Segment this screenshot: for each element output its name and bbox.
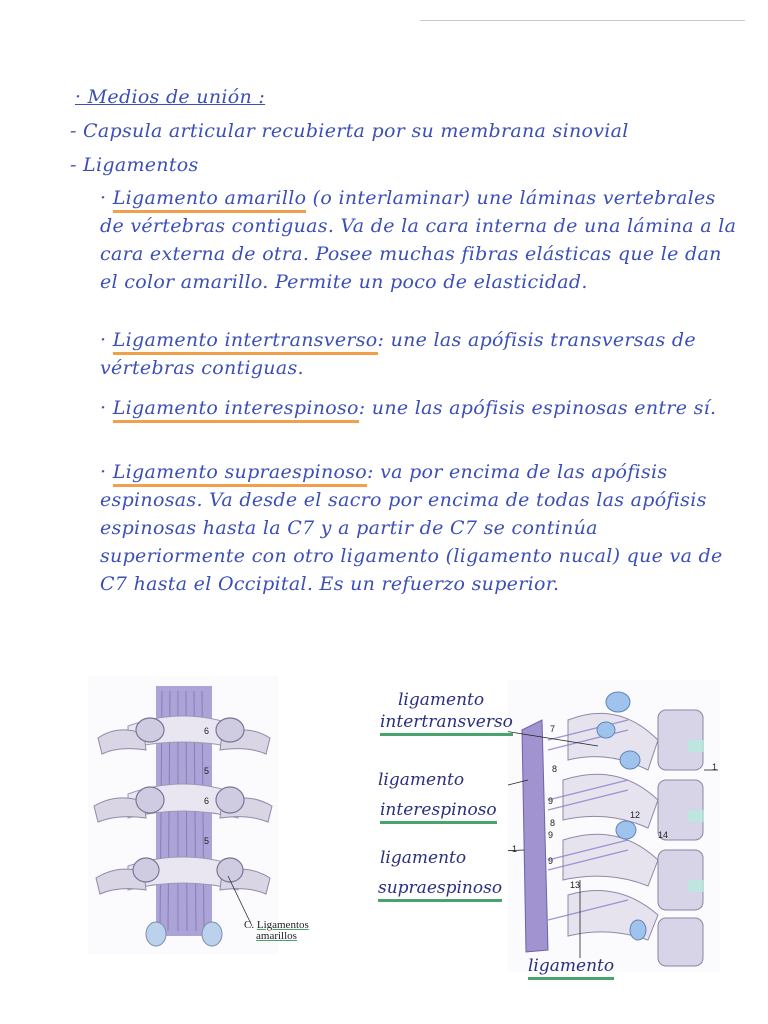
vertebra-number-5b: 5 xyxy=(204,836,210,846)
caption-prefix: C. xyxy=(244,919,255,931)
annotation-interespinoso: interespinoso xyxy=(380,800,497,824)
right-number-8a: 8 xyxy=(552,764,558,774)
term-ligamento-intertransverso: Ligamento intertransverso xyxy=(113,329,378,355)
right-number-12: 12 xyxy=(630,810,641,820)
notes-title: · Medios de unión : xyxy=(75,86,266,108)
right-number-9c: 9 xyxy=(548,856,554,866)
paragraph-ligamento-interespinoso: · Ligamento interespinoso: une las apófisis espinosas entre sí. xyxy=(100,394,740,422)
paragraph-ligamento-intertransverso: · Ligamento intertransverso: une las apófisis transversas de vértebras contiguas. xyxy=(100,329,696,379)
figure-ligamentos-columna xyxy=(508,680,720,972)
annotation-ligamento-4: ligamento xyxy=(528,956,614,980)
caption-line2: amarillos xyxy=(256,930,297,942)
vertebra-number-5a: 5 xyxy=(204,766,210,776)
right-number-9a: 9 xyxy=(548,796,554,806)
term-ligamento-interespinoso: Ligamento interespinoso xyxy=(113,397,359,423)
right-number-7: 7 xyxy=(550,724,556,734)
vertebra-number-6b: 6 xyxy=(204,796,210,806)
annotation-intertransverso: intertransverso xyxy=(380,712,513,736)
right-number-1b: 1 xyxy=(712,762,718,772)
text-ligamento-intertransverso: : une las apófisis transversas de vértebras contiguas. xyxy=(100,329,696,379)
annotation-ligamento-1: ligamento xyxy=(398,690,485,710)
text-ligamento-supraespinoso: : va por encima de las apófisis espinosas. Va desde el sacro por encima de todas las apófisis espinosas hasta la C7 y a partir de C7 se continúa superiormente con otro ligamento (ligamento nucal) que va de C7 hasta el Occipital. Es un refuerzo superior. xyxy=(100,461,723,595)
figure-ligamentos-amarillos xyxy=(88,676,278,954)
caption-line1: Ligamentos xyxy=(256,919,309,931)
list-item-capsule: - Capsula articular recubierta por su membrana sinovial xyxy=(70,120,629,142)
right-number-14: 14 xyxy=(658,830,669,840)
right-number-9b: 9 xyxy=(548,830,554,840)
vertebrae-illustration-right xyxy=(508,680,720,972)
right-number-1a: 1 xyxy=(512,844,518,854)
text-ligamento-amarillo: (o interlaminar) une láminas vertebrales de vértebras contiguas. Va de la cara interna de una lámina a la cara externa de otra. Posee muchas fibras elásticas que le dan el color amarillo. Permite un poco de elasticidad. xyxy=(100,187,737,293)
page-top-rule xyxy=(420,20,745,21)
term-ligamento-supraespinoso: Ligamento supraespinoso xyxy=(113,461,367,487)
annotation-ligamento-2: ligamento xyxy=(378,770,465,790)
right-number-13: 13 xyxy=(570,880,581,890)
term-ligamento-amarillo: Ligamento amarillo xyxy=(113,187,307,213)
paragraph-ligamento-amarillo: · Ligamento amarillo (o interlaminar) une láminas vertebrales de vértebras contiguas. Va de la cara interna de una lámina a la cara externa de otra. Posee muchas fibras elásticas que le dan el color amarillo. Permite un poco de elasticidad. xyxy=(100,187,737,293)
figure-left-caption xyxy=(244,920,309,942)
right-number-8b: 8 xyxy=(550,818,556,828)
text-ligamento-interespinoso: : une las apófisis espinosas entre sí. xyxy=(358,397,717,419)
vertebrae-illustration-left xyxy=(88,676,278,954)
paragraph-ligamento-supraespinoso: · Ligamento supraespinoso: va por encima de las apófisis espinosas. Va desde el sacro por encima de todas las apófisis espinosas hasta la C7 y a partir de C7 se continúa superiormente con otro ligamento (ligamento nucal) que va de C7 hasta el Occipital. Es un refuerzo superior. xyxy=(100,461,723,595)
annotation-supraespinoso: supraespinoso xyxy=(378,878,502,902)
vertebra-number-6a: 6 xyxy=(204,726,210,736)
list-item-ligaments: - Ligamentos xyxy=(70,154,199,176)
annotation-ligamento-3: ligamento xyxy=(380,848,467,868)
